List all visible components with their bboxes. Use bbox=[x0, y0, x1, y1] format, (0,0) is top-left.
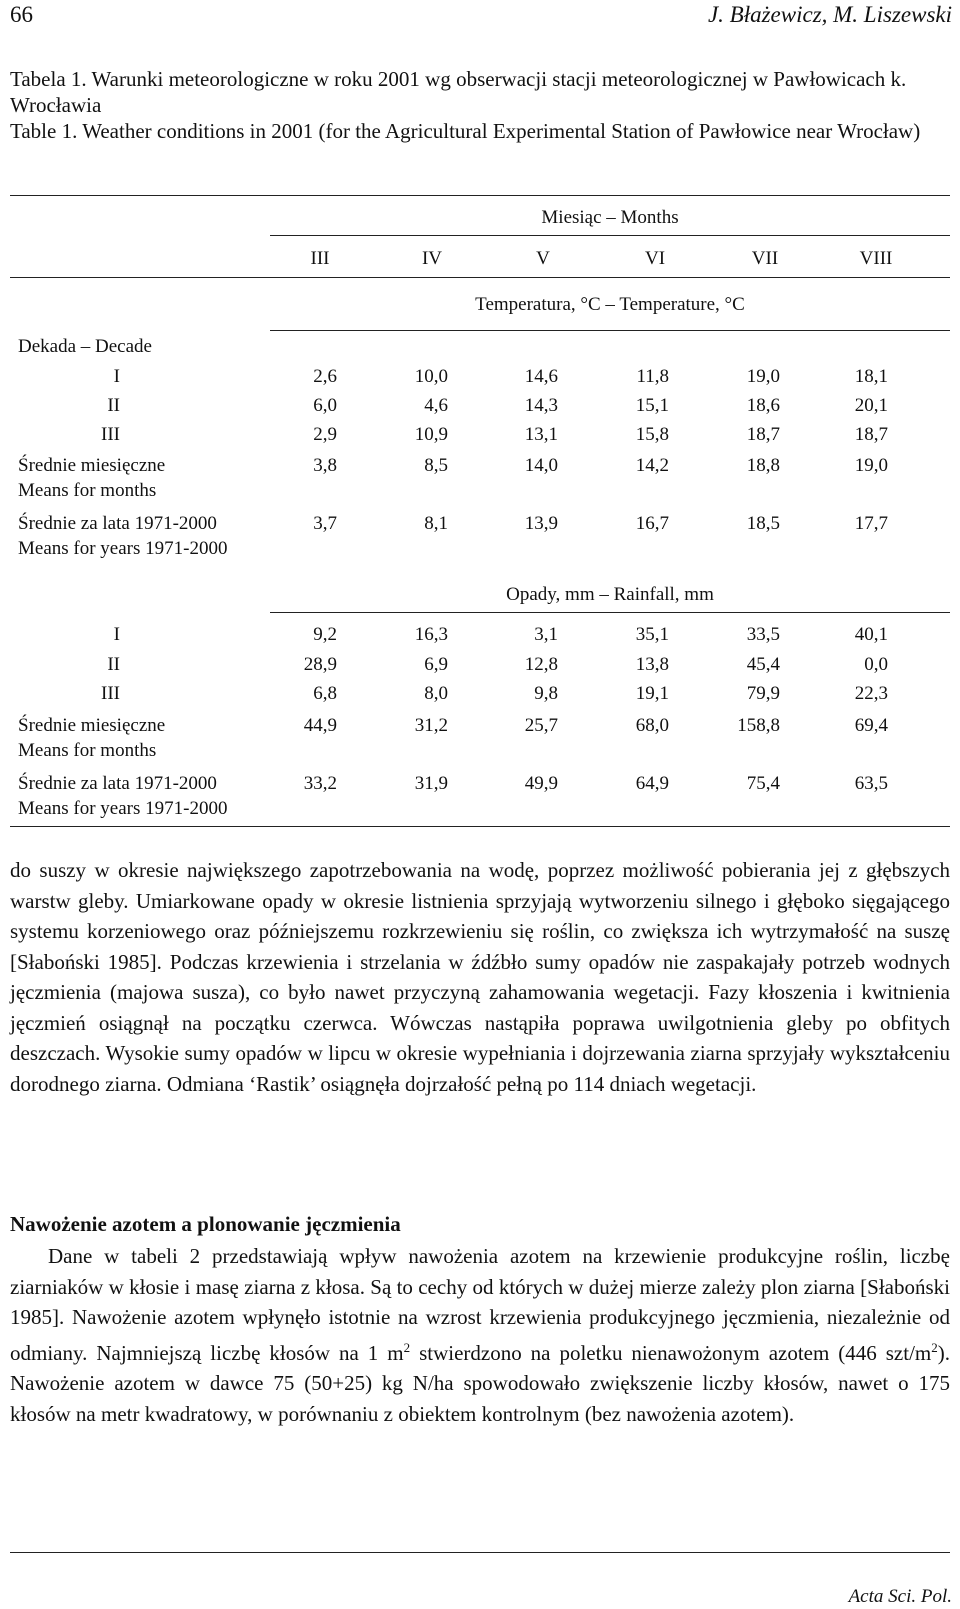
table-cell: 63,5 bbox=[854, 773, 888, 794]
table-cell: 18,8 bbox=[746, 455, 780, 476]
table-cell: 28,9 bbox=[303, 654, 337, 675]
table-cell: 35,1 bbox=[635, 624, 669, 645]
header-bottom-rule bbox=[10, 277, 950, 278]
row-label: I bbox=[113, 366, 120, 387]
table-cell: 3,7 bbox=[313, 513, 337, 534]
table-cell: 68,0 bbox=[635, 715, 669, 736]
table-cell: 69,4 bbox=[854, 715, 888, 736]
table-cell: 158,8 bbox=[737, 715, 780, 736]
table-cell: 22,3 bbox=[854, 683, 888, 704]
table-cell: 19,0 bbox=[746, 366, 780, 387]
table-cell: 25,7 bbox=[524, 715, 558, 736]
row-label: II bbox=[107, 395, 120, 416]
row-label: I bbox=[113, 624, 120, 645]
table-cell: 13,9 bbox=[524, 513, 558, 534]
table-cell: 12,8 bbox=[524, 654, 558, 675]
paragraph-part: ). Nawożenie azotem w dawce 75 (50+25) kg N/ha spowodowało zwiększenie liczby kłosów, nawet o 175 kłosów na metr kwadratowy, w porównaniu z obiektem kontrolnym (bez nawożenia azotem). bbox=[10, 1340, 951, 1426]
table-cell: 44,9 bbox=[303, 715, 337, 736]
paragraph-part: Dane w tabeli 2 przedstawiają wpływ nawożenia azotem na krzewienie produkcyjne roślin, liczbę ziarniaków w kłosie i masę ziarna z kłosa. Są to cechy od których w dużej mierze zależy plon ziarna [Słaboński 1985]. Nawożenie azotem wpłynęło istotnie na wzrost krzewienia produkcyjnego jęczmienia, niezależnie od odmiany. Najmniejszą liczbę kłosów na 1 m bbox=[10, 1244, 950, 1365]
paragraph-part: stwierdzono na poletku nienawożonym azotem (446 szt/m bbox=[410, 1340, 932, 1365]
table-cell: 18,6 bbox=[746, 395, 780, 416]
table-cell: 64,9 bbox=[635, 773, 669, 794]
row-label: Średnie miesięczne bbox=[18, 455, 166, 476]
table-cell: 10,0 bbox=[414, 366, 448, 387]
row-label: Średnie za lata 1971-2000 bbox=[18, 773, 217, 794]
row-label-en: Means for months bbox=[18, 480, 157, 501]
table-cell: 14,0 bbox=[524, 455, 558, 476]
decade-label: Dekada – Decade bbox=[18, 336, 152, 357]
month-col-header: IV bbox=[421, 248, 443, 269]
section-title: Nawożenie azotem a plonowanie jęczmienia bbox=[10, 1212, 401, 1236]
table-cell: 18,7 bbox=[854, 424, 888, 445]
superscript: 2 bbox=[403, 1339, 411, 1355]
table-cell: 31,9 bbox=[414, 773, 448, 794]
running-head-authors: J. Błażewicz, M. Liszewski bbox=[707, 2, 952, 27]
table-cell: 19,0 bbox=[854, 455, 888, 476]
table-cell: 8,5 bbox=[424, 455, 448, 476]
table-cell: 18,5 bbox=[746, 513, 780, 534]
table-cell: 9,8 bbox=[534, 683, 558, 704]
table-cell: 16,3 bbox=[414, 624, 448, 645]
table-cell: 49,9 bbox=[524, 773, 558, 794]
months-header: Miesiąc – Months bbox=[541, 207, 679, 228]
page-number: 66 bbox=[10, 2, 33, 27]
table-caption-pl: Tabela 1. Warunki meteorologiczne w roku 2001 wg obserwacji stacji meteorologicznej w Pawłowicach k. Wrocławia bbox=[10, 67, 907, 117]
table-cell: 33,2 bbox=[303, 773, 337, 794]
paragraph-text: do suszy w okresie największego zapotrzebowania na wodę, poprzez możliwość pobierania jej z głębszych warstw gleby. Umiarkowane opady w okresie listnienia sprzyjają wytworzeniu silnego i głęboko sięgającego systemu korzeniowego oraz późniejszemu rozkrzewieniu się roślin, co zwiększa ich wytrzymałość na suszę [Słaboński 1985]. Podczas krzewienia i strzelania w źdźbło sumy opadów nie zaspakajały potrzeb wodnych jęczmienia (majowa susza), co było nawet przyczyną zahamowania wegetacji. Fazy kłoszenia i kwitnienia jęczmień osiągnął na początku czerwca. Wówczas nastąpiła poprawa uwilgotnienia gleby po obfitych deszczach. Wysokie sumy opadów w lipcu w okresie wypełniania i dojrzewania ziarna sprzyjały wykształceniu dorodnego ziarna. Odmiana ‘Rastik’ osiągnęła dojrzałość pełną po 114 dniach wegetacji. bbox=[10, 858, 950, 1096]
table-cell: 14,3 bbox=[524, 395, 558, 416]
month-col-header: VIII bbox=[859, 248, 893, 269]
table-cell: 6,9 bbox=[424, 654, 448, 675]
table-cell: 4,6 bbox=[424, 395, 448, 416]
table-cell: 14,6 bbox=[524, 366, 558, 387]
table-cell: 8,1 bbox=[424, 513, 448, 534]
row-label-en: Means for months bbox=[18, 740, 157, 761]
table-cell: 75,4 bbox=[746, 773, 780, 794]
table-cell: 17,7 bbox=[854, 513, 888, 534]
table-caption-en: Table 1. Weather conditions in 2001 (for the Agricultural Experimental Station of Pawłowice near Wrocław) bbox=[10, 119, 921, 143]
superscript: 2 bbox=[931, 1339, 938, 1355]
table-cell: 0,0 bbox=[864, 654, 888, 675]
temperature-rule bbox=[270, 330, 950, 331]
journal-footer: Acta Sci. Pol. bbox=[848, 1586, 952, 1607]
month-col-header: VI bbox=[644, 248, 666, 269]
table-cell: 79,9 bbox=[746, 683, 780, 704]
row-label: Średnie za lata 1971-2000 bbox=[18, 513, 217, 534]
table-cell: 10,9 bbox=[414, 424, 448, 445]
table-cell: 3,8 bbox=[313, 455, 337, 476]
table-cell: 11,8 bbox=[636, 366, 669, 387]
table-cell: 2,6 bbox=[313, 366, 337, 387]
table-cell: 9,2 bbox=[313, 624, 337, 645]
table-cell: 15,8 bbox=[635, 424, 669, 445]
table-top-rule bbox=[10, 195, 950, 196]
rainfall-section-header: Opady, mm – Rainfall, mm bbox=[506, 584, 714, 605]
row-label: III bbox=[101, 424, 120, 445]
table-cell: 40,1 bbox=[854, 624, 888, 645]
table-bottom-rule bbox=[10, 826, 950, 827]
temperature-section-header: Temperatura, °C – Temperature, °C bbox=[475, 294, 745, 315]
paragraph-text bbox=[10, 1241, 950, 1429]
table-cell: 3,1 bbox=[534, 624, 558, 645]
row-label: Średnie miesięczne bbox=[18, 715, 166, 736]
rainfall-rule bbox=[270, 612, 950, 613]
table-cell: 13,1 bbox=[524, 424, 558, 445]
table-cell: 6,0 bbox=[313, 395, 337, 416]
month-col-header: VII bbox=[751, 248, 779, 269]
table-cell: 18,7 bbox=[746, 424, 780, 445]
months-rule bbox=[270, 235, 950, 236]
footer-rule bbox=[10, 1552, 950, 1553]
row-label: III bbox=[101, 683, 120, 704]
table-cell: 20,1 bbox=[854, 395, 888, 416]
row-label-en: Means for years 1971-2000 bbox=[18, 538, 228, 559]
table-cell: 16,7 bbox=[635, 513, 669, 534]
row-label: II bbox=[107, 654, 120, 675]
table-cell: 13,8 bbox=[635, 654, 669, 675]
body-paragraph bbox=[10, 1241, 950, 1429]
table-cell: 15,1 bbox=[635, 395, 669, 416]
body-paragraph bbox=[10, 855, 950, 1099]
table-cell: 19,1 bbox=[635, 683, 669, 704]
table-cell: 2,9 bbox=[313, 424, 337, 445]
table-cell: 33,5 bbox=[746, 624, 780, 645]
month-col-header: V bbox=[536, 248, 550, 269]
table-cell: 14,2 bbox=[635, 455, 669, 476]
table-cell: 31,2 bbox=[414, 715, 448, 736]
row-label-en: Means for years 1971-2000 bbox=[18, 798, 228, 819]
table-cell: 6,8 bbox=[313, 683, 337, 704]
table-cell: 18,1 bbox=[854, 366, 888, 387]
table-cell: 45,4 bbox=[746, 654, 780, 675]
month-col-header: III bbox=[310, 248, 330, 269]
table-cell: 8,0 bbox=[424, 683, 448, 704]
